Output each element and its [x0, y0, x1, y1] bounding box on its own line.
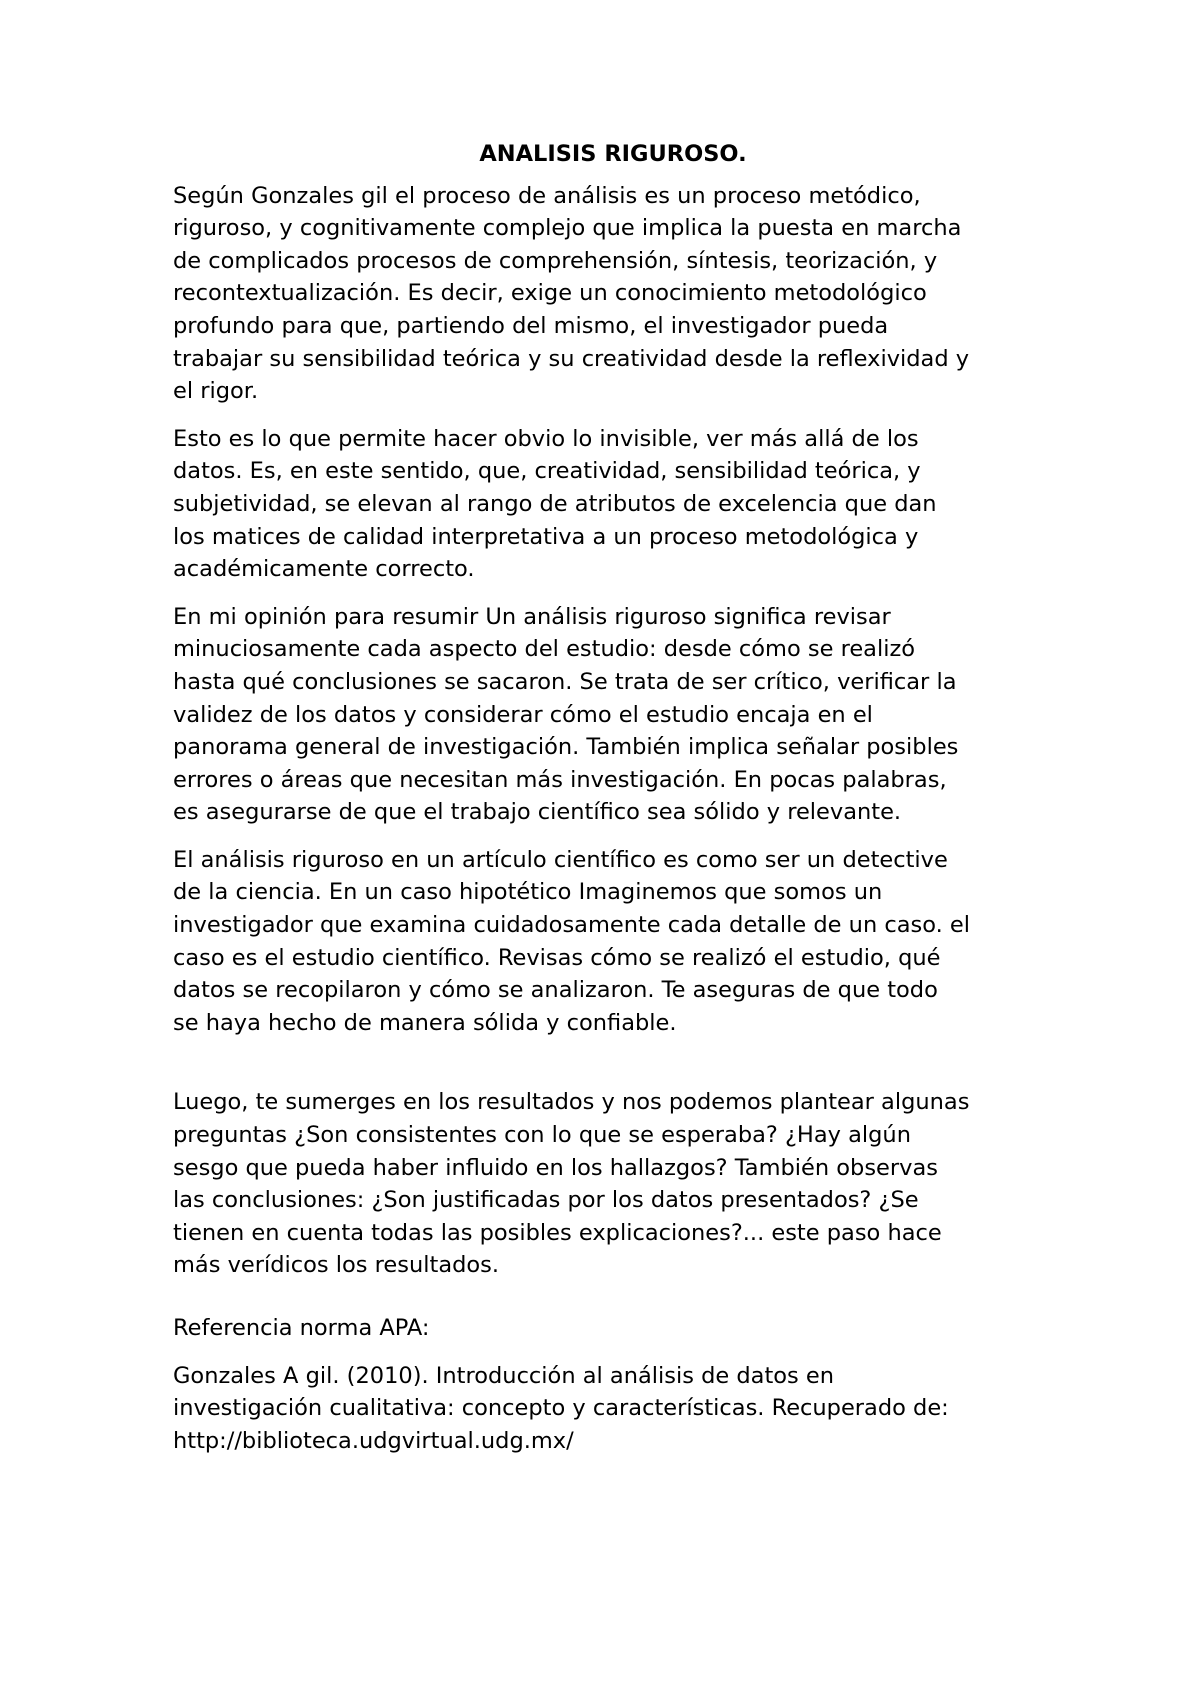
document-body	[173, 138, 1053, 1472]
paragraph-definition: Según Gonzales gil el proceso de análisis es un proceso metódico, riguroso, y cognitivamente complejo que implica la puesta en marcha de complicados procesos de comprehensión, síntesis, teorización, y recontextualización. Es decir, exige un conocimiento metodológico profundo para que, partiendo del mismo, el investigador pueda trabajar su sensibilidad teórica y su creatividad desde la reflexividad y el rigor.	[173, 182, 970, 405]
document-title: ANALISIS RIGUROSO.	[479, 141, 747, 167]
blank-line	[173, 1054, 1053, 1086]
paragraph-detective: El análisis riguroso en un artículo científico es como ser un detective de la ciencia. En un caso hipotético Imaginemos que somos un investigador que examina cuidadosamente cada detalle de un caso. el caso es el estudio científico. Revisas cómo se realizó el estudio, qué datos se recopilaron y cómo se analizaron. Te aseguras de que todo se haya hecho de manera sólida y confiable.	[173, 846, 971, 1036]
paragraph-invisible: Esto es lo que permite hacer obvio lo invisible, ver más allá de los datos. Es, en este sentido, que, creatividad, sensibilidad teórica, y subjetividad, se elevan al rango de atributos de excelencia que dan los matices de calidad interpretativa a un proceso metodológica y académicamente correcto.	[173, 425, 937, 583]
reference-citation: Gonzales A gil. (2010). Introducción al análisis de datos en investigación cualitativa: concepto y características. Recuperado de: http://biblioteca.udgvirtual.udg.mx/	[173, 1362, 949, 1454]
paragraph-results: Luego, te sumerges en los resultados y nos podemos plantear algunas preguntas ¿Son consistentes con lo que se esperaba? ¿Hay algún sesgo que pueda haber influido en los hallazgos? También observas las conclusiones: ¿Son justificadas por los datos presentados? ¿Se tienen en cuenta todas las posibles explicaciones?... este paso hace más verídicos los resultados.	[173, 1089, 970, 1279]
reference-heading: Referencia norma APA:	[173, 1315, 430, 1341]
paragraph-opinion: En mi opinión para resumir Un análisis riguroso significa revisar minuciosamente cada aspecto del estudio: desde cómo se realizó hasta qué conclusiones se sacaron. Se trata de ser crítico, verificar la validez de los datos y considerar cómo el estudio encaja en el panorama general de investigación. También implica señalar posibles errores o áreas que necesitan más investigación. En pocas palabras, es asegurarse de que el trabajo científico sea sólido y relevante.	[173, 603, 959, 826]
